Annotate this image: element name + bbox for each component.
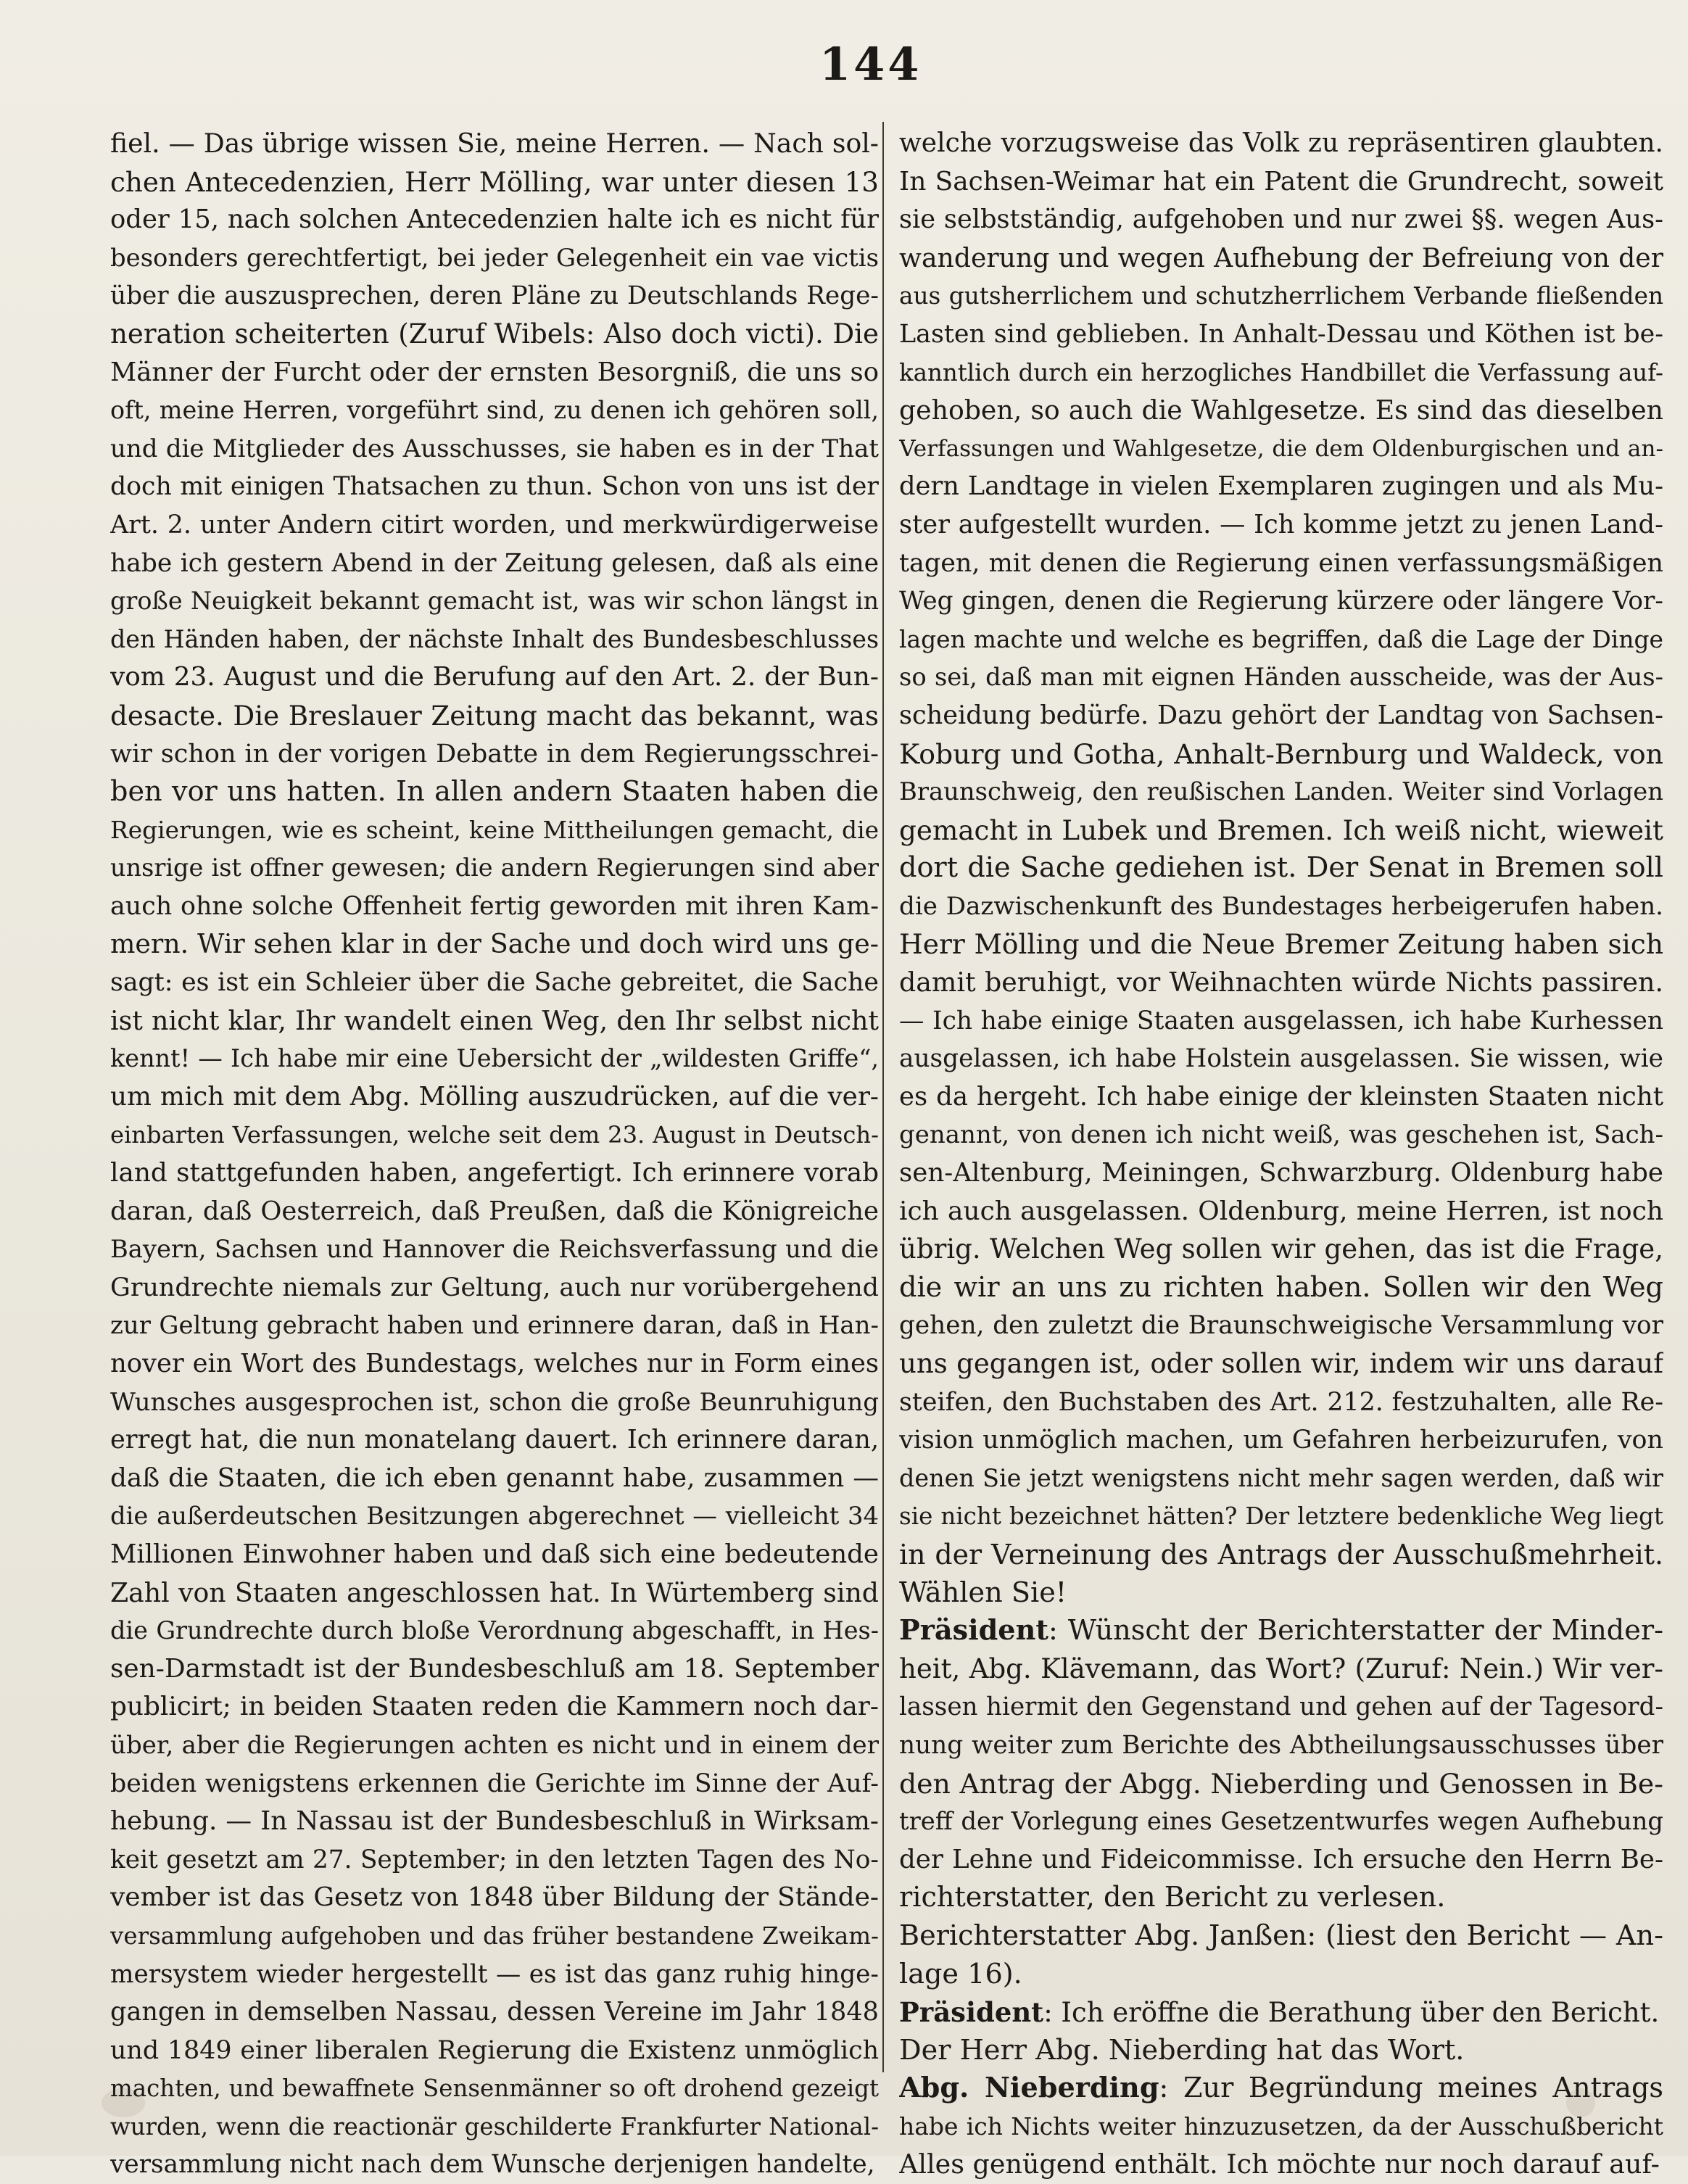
text-line: übrig. Welchen Weg sollen wir gehen, das ist die Frage, [899,1233,1663,1265]
column-divider [882,122,884,2072]
text-line: Weg gingen, denen die Regierung kürzere oder längere Vor- [899,587,1663,616]
text-line: Koburg und Gotha, Anhalt-Bernburg und Waldeck, von [899,737,1663,770]
text-line: sie nicht bezeichnet hätten? Der letztere bedenkliche Weg liegt [899,1502,1663,1531]
text-line: damit beruhigt, vor Weihnachten würde Nichts passiren. [899,967,1663,998]
text-line: nover ein Wort des Bundestags, welches nur in Form eines [110,1349,879,1378]
text-line: denen Sie jetzt wenigstens nicht mehr sagen werden, daß wir [899,1463,1663,1492]
text-line: einbarten Verfassungen, welche seit dem 23. August in Deutsch- [110,1121,879,1149]
text-line: dort die Sache gediehen ist. Der Senat in Bremen soll [899,852,1663,885]
text-line: mern. Wir sehen klar in der Sache und doch wird uns ge- [110,928,879,960]
text-line: land stattgefunden haben, angefertigt. Ich erinnere vorab [110,1158,879,1188]
text-line: gehoben, so auch die Wahlgesetze. Es sind das dieselben [899,394,1663,426]
text-line: Regierungen, wie es scheint, keine Mittheilungen gemacht, die [110,816,879,844]
text-line: wir schon in der vorigen Debatte in dem Regierungsschrei- [110,738,879,769]
speaker-name: Präsident [899,1996,1044,2029]
text-line: erregt hat, die nun monatelang dauert. Ich erinnere daran, [110,1425,879,1455]
text-line: gangen in demselben Nassau, dessen Vereine im Jahr 1848 [110,1997,879,2027]
text-line: heit, Abg. Klävemann, das Wort? (Zuruf: Nein.) Wir ver- [899,1653,1663,1684]
text-line: uns gegangen ist, oder sollen wir, indem wir uns darauf [899,1348,1663,1379]
text-line: besonders gerechtfertigt, bei jeder Gelegenheit ein vae victis [110,243,879,272]
text-line: fiel. — Das übrige wissen Sie, meine Herren. — Nach sol- [110,128,879,159]
text-line: chen Antecedenzien, Herr Mölling, war unter diesen 13 [110,165,879,198]
text-line: Millionen Einwohner haben und daß sich eine bedeutende [110,1539,879,1569]
text-line: habe ich gestern Abend in der Zeitung gelesen, daß als eine [110,548,879,578]
text-line: die wir an uns zu richten haben. Sollen wir den Weg [899,1271,1663,1304]
text-line: und die Mitglieder des Ausschusses, sie haben es in der That [110,434,879,463]
text-line: Verfassungen und Wahlgesetze, die dem Oldenburgischen und an- [899,435,1663,462]
text-line: ist nicht klar, Ihr wandelt einen Weg, den Ihr selbst nicht [110,1004,879,1036]
text-line: Präsident: Wünscht der Berichterstatter der Minder- [899,1614,1663,1647]
text-line: über die auszusprechen, deren Pläne zu Deutschlands Rege- [110,281,879,311]
text-line: so sei, daß man mit eignen Händen ausscheide, was der Aus- [899,663,1663,692]
text-line: nung weiter zum Berichte des Abtheilungsausschusses über [899,1730,1663,1760]
speaker-name: Abg. Nieberding [899,2072,1159,2105]
text-line: genannt, von denen ich nicht weiß, was geschehen ist, Sach- [899,1120,1663,1150]
text-line: die Dazwischenkunft des Bundestages herbeigerufen haben. [899,891,1663,921]
text-line: versammlung aufgehoben und das früher bestandene Zweikam- [110,1922,879,1950]
text-line: oder 15, nach solchen Antecedenzien halte ich es nicht für [110,204,879,235]
text-line: kanntlich durch ein herzogliches Handbillet die Verfassung auf- [899,358,1663,386]
text-line: welche vorzugsweise das Volk zu repräsentiren glaubten. [899,128,1663,158]
text-line: Braunschweig, den reußischen Landen. Weiter sind Vorlagen [899,777,1663,806]
text-line: Wählen Sie! [899,1576,1067,1609]
text-line: über, aber die Regierungen achten es nicht und in einem der [110,1730,879,1760]
text-line: die Grundrechte durch bloße Verordnung abgeschafft, in Hes- [110,1616,879,1645]
text-line: vision unmöglich machen, um Gefahren herbeizurufen, von [899,1426,1663,1455]
text-line: Der Herr Abg. Nieberding hat das Wort. [899,2034,1465,2067]
text-line: lassen hiermit den Gegenstand und gehen auf der Tagesord- [899,1692,1663,1722]
page-number: 144 [819,38,922,91]
text-line: versammlung nicht nach dem Wunsche derjenigen handelte, [110,2150,875,2180]
text-line: ben vor uns hatten. In allen andern Staaten haben die [110,776,879,808]
text-line: ausgelassen, ich habe Holstein ausgelassen. Sie wissen, wie [899,1044,1663,1074]
text-line: Männer der Furcht oder der ernsten Besorgniß, die uns so [110,357,879,387]
text-line: unsrige ist offner gewesen; die andern Regierungen sind aber [110,853,879,882]
text-line: lagen machte und welche es begriffen, daß die Lage der Dinge [899,624,1663,653]
text-line: Lasten sind geblieben. In Anhalt-Dessau und Köthen ist be- [899,319,1663,349]
text-line: Herr Mölling und die Neue Bremer Zeitung haben sich [899,928,1663,961]
text-line: desacte. Die Breslauer Zeitung macht das bekannt, was [110,699,879,732]
text-line: den Antrag der Abgg. Nieberding und Genossen in Be- [899,1767,1663,1800]
text-line: auch ohne solche Offenheit fertig geworden mit ihren Kam- [110,891,879,921]
text-line: doch mit einigen Thatsachen zu thun. Schon von uns ist der [110,472,879,502]
text-line: ster aufgestellt wurden. — Ich komme jetzt zu jenen Land- [899,509,1663,539]
right-text-column [899,125,1663,2184]
text-line: publicirt; in beiden Staaten reden die Kammern noch dar- [110,1692,879,1722]
text-line: aus gutsherrlichem und schutzherrlichem Verbande fließenden [899,282,1663,310]
text-line: treff der Vorlegung eines Gesetzentwurfes wegen Aufhebung [899,1807,1663,1836]
text-line: dern Landtage in vielen Exemplaren zugingen und als Mu- [899,471,1663,502]
text-line: scheidung bedürfe. Dazu gehört der Landtag von Sachsen- [899,700,1663,730]
text-line: kennt! — Ich habe mir eine Uebersicht der „wildesten Griffe“, [110,1044,879,1073]
text-line: Präsident: Ich eröffne die Berathung über den Bericht. [899,1996,1660,2029]
text-line: ich auch ausgelassen. Oldenburg, meine Herren, ist noch [899,1196,1663,1226]
text-line: steifen, den Buchstaben des Art. 212. festzuhalten, alle Re- [899,1387,1663,1417]
text-line: wurden, wenn die reactionär geschilderte Frankfurter National- [110,2112,879,2140]
text-line: Alles genügend enthält. Ich möchte nur noch darauf auf- [899,2148,1660,2180]
text-line: in der Verneinung des Antrags der Ausschußmehrheit. [899,1538,1663,1571]
text-line: mersystem wieder hergestellt — es ist das ganz ruhig hinge- [110,1959,879,1989]
text-line: — Ich habe einige Staaten ausgelassen, ich habe Kurhessen [899,1006,1663,1035]
text-line: es da hergeht. Ich habe einige der kleinsten Staaten nicht [899,1081,1663,1112]
text-line: gehen, den zuletzt die Braunschweigische Versammlung vor [899,1311,1663,1341]
text-line: Grundrechte niemals zur Geltung, auch nur vorübergehend [110,1273,879,1302]
text-line: sen-Darmstadt ist der Bundesbeschluß am 18. September [110,1653,879,1684]
text-line: der Lehne und Fideicommisse. Ich ersuche den Herrn Be- [899,1844,1663,1874]
text-line: keit gesetzt am 27. September; in den letzten Tagen des No- [110,1845,879,1874]
text-line: sie selbstständig, aufgehoben und nur zwei §§. wegen Aus- [899,204,1663,235]
text-line: In Sachsen-Weimar hat ein Patent die Grundrecht, soweit [899,166,1663,197]
text-line: gemacht in Lubek und Bremen. Ich weiß nicht, wieweit [899,814,1663,846]
text-line: habe ich Nichts weiter hinzuzusetzen, da der Ausschußbericht [899,2111,1663,2140]
text-line: sagt: es ist ein Schleier über die Sache gebreitet, die Sache [110,968,879,998]
text-line: zur Geltung gebracht haben und erinnere daran, daß in Han- [110,1311,879,1341]
text-line: Berichterstatter Abg. Janßen: (liest den Bericht — An- [899,1919,1663,1952]
text-line: und 1849 einer liberalen Regierung die Existenz unmöglich [110,2035,879,2065]
left-text-column [110,125,879,2184]
text-line: machten, und bewaffnete Sensenmänner so oft drohend gezeigt [110,2075,879,2103]
text-line: den Händen haben, der nächste Inhalt des Bundesbeschlusses [110,624,879,653]
text-line: um mich mit dem Abg. Mölling auszudrücken, auf die ver- [110,1081,879,1112]
text-line: vember ist das Gesetz von 1848 über Bildung der Stände- [110,1882,879,1913]
text-line: die außerdeutschen Besitzungen abgerechnet — vielleicht 34 [110,1502,879,1531]
speaker-name: Präsident [899,1614,1048,1647]
text-line: sen-Altenburg, Meiningen, Schwarzburg. Oldenburg habe [899,1158,1663,1188]
text-line: wanderung und wegen Aufhebung der Befreiung von der [899,241,1663,273]
text-line: Zahl von Staaten angeschlossen hat. In Würtemberg sind [110,1576,879,1608]
text-line: vom 23. August und die Berufung auf den Art. 2. der Bun- [110,662,879,692]
text-line: tagen, mit denen die Regierung einen verfassungsmäßigen [899,548,1663,578]
text-line: oft, meine Herren, vorgeführt sind, zu denen ich gehören soll, [110,396,879,425]
text-line: daß die Staaten, die ich eben genannt habe, zusammen — [110,1463,879,1493]
text-line: Bayern, Sachsen und Hannover die Reichsverfassung und die [110,1235,879,1264]
text-line: Wunsches ausgesprochen ist, schon die große Beunruhigung [110,1387,879,1417]
text-line: Abg. Nieberding: Zur Begründung meines Antrags [899,2072,1663,2105]
text-line: hebung. — In Nassau ist der Bundesbeschluß in Wirksam- [110,1806,879,1837]
text-line: richterstatter, den Bericht zu verlesen. [899,1882,1446,1914]
text-line: lage 16). [899,1958,1022,1990]
text-line: beiden wenigstens erkennen die Gerichte im Sinne der Auf- [110,1769,879,1798]
text-line: große Neuigkeit bekannt gemacht ist, was wir schon längst in [110,587,879,616]
text-line: neration scheiterten (Zuruf Wibels: Also doch victi). Die [110,318,879,349]
text-line: Art. 2. unter Andern citirt worden, und merkwürdigerweise [110,510,879,539]
text-line: daran, daß Oesterreich, daß Preußen, daß die Königreiche [110,1196,879,1226]
